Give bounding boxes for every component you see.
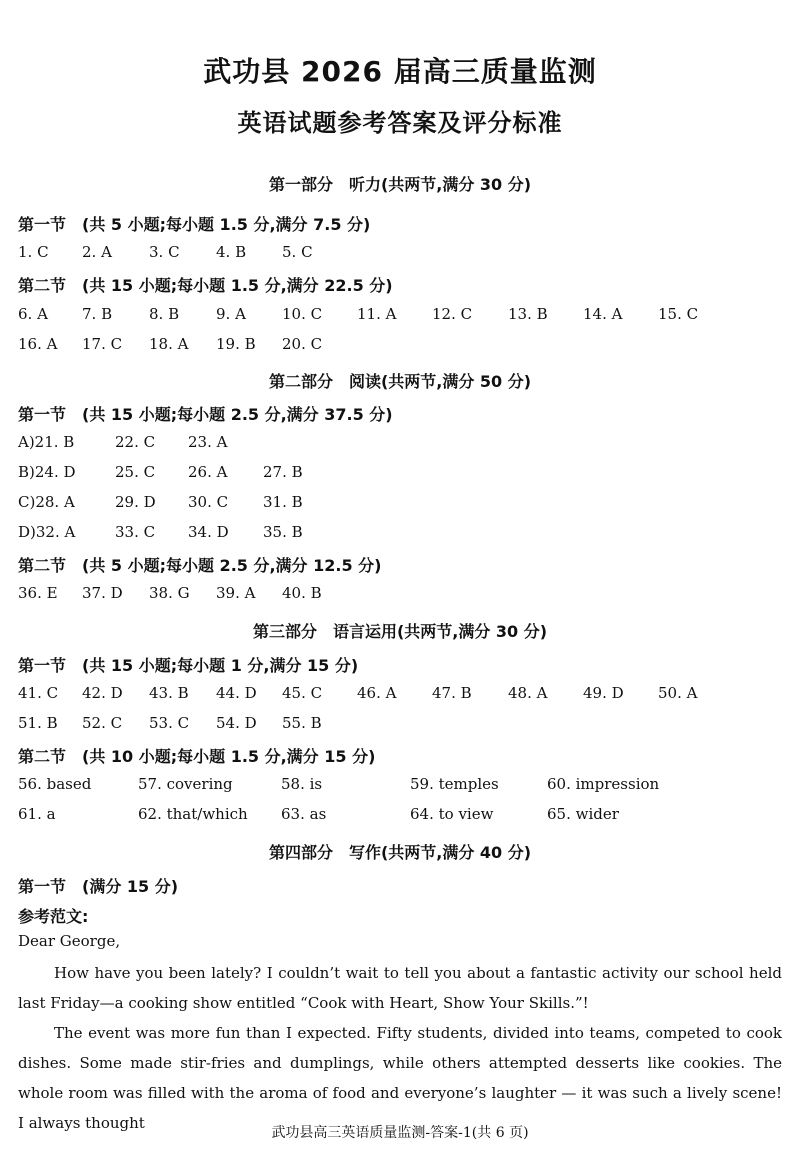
document-subtitle: 英语试题参考答案及评分标准 [237, 109, 563, 137]
answer-item: 7. B [82, 305, 113, 323]
answer-item: 47. B [432, 684, 472, 702]
answer-item: 8. B [149, 305, 180, 323]
answer-item: 13. B [508, 305, 548, 323]
answer-item: 34. D [188, 523, 229, 541]
answer-item: 61. a [18, 805, 56, 823]
part1-sec2-heading: 第二节 (共 15 小题;每小题 1.5 分,满分 22.5 分) [18, 276, 393, 295]
part2-row-a [0, 433, 800, 455]
answer-item: 26. A [188, 463, 228, 481]
answer-item: 31. B [263, 493, 303, 511]
answer-item: 50. A [658, 684, 698, 702]
page-footer: 武功县高三英语质量监测-答案-1(共 6 页) [271, 1125, 529, 1141]
answer-item: 4. B [216, 243, 247, 261]
part4-heading: 第四部分 写作(共两节,满分 40 分) [268, 843, 532, 862]
answer-item: 2. A [82, 243, 112, 261]
answer-item: D)32. A [18, 523, 76, 541]
answer-item: 25. C [115, 463, 156, 481]
answer-item: 64. to view [410, 805, 494, 823]
answer-item: 18. A [149, 335, 189, 353]
part1-sec1-heading: 第一节 (共 5 小题;每小题 1.5 分,满分 7.5 分) [18, 215, 371, 234]
answer-item: 51. B [18, 714, 58, 732]
part2-row-b [0, 463, 800, 485]
answer-item: 45. C [282, 684, 323, 702]
answer-item: 58. is [281, 775, 323, 793]
answer-item: 22. C [115, 433, 156, 451]
answer-item: 29. D [115, 493, 156, 511]
answer-item: 3. C [149, 243, 180, 261]
answer-item: 14. A [583, 305, 623, 323]
part1-sec2-row2 [0, 335, 800, 357]
answer-item: 6. A [18, 305, 48, 323]
part1-sec2-row1 [0, 305, 800, 327]
part2-heading: 第二部分 阅读(共两节,满分 50 分) [268, 372, 532, 391]
answer-item: 65. wider [547, 805, 619, 823]
answer-item: 52. C [82, 714, 123, 732]
answer-item: 19. B [216, 335, 256, 353]
part3-sec1-heading: 第一节 (共 15 小题;每小题 1 分,满分 15 分) [18, 656, 359, 675]
part3-sec1-row1 [0, 684, 800, 706]
answer-item: 46. A [357, 684, 397, 702]
answer-item: A)21. B [18, 433, 75, 451]
answer-item: 33. C [115, 523, 156, 541]
part3-sec2-row1 [0, 775, 800, 797]
answer-item: 57. covering [138, 775, 233, 793]
answer-item: 16. A [18, 335, 58, 353]
answer-item: 17. C [82, 335, 123, 353]
answer-item: 40. B [282, 584, 322, 602]
part2-sec2-answers [0, 584, 800, 606]
letter-greeting: Dear George, [18, 932, 121, 950]
answer-item: 12. C [432, 305, 473, 323]
answer-item: 49. D [583, 684, 624, 702]
part1-heading: 第一部分 听力(共两节,满分 30 分) [268, 175, 532, 194]
answer-item: 60. impression [547, 775, 660, 793]
answer-item: 39. A [216, 584, 256, 602]
answer-item: 62. that/which [138, 805, 248, 823]
answer-item: 38. G [149, 584, 190, 602]
part3-sec2-heading: 第二节 (共 10 小题;每小题 1.5 分,满分 15 分) [18, 747, 376, 766]
answer-item: 36. E [18, 584, 58, 602]
answer-item: 23. A [188, 433, 228, 451]
answer-item: 30. C [188, 493, 229, 511]
answer-item: 9. A [216, 305, 246, 323]
answer-item: 48. A [508, 684, 548, 702]
answer-item: 11. A [357, 305, 397, 323]
essay-paragraph-2: The event was more fun than I expected. Fifty students, divided into teams, competed to cook dishes. Some made stir-fries and dumplings, while others attempted desserts like cookies. The whole room was filled with the aroma of food and everyone’s laughter — it was such a lively scene! I always thought [18, 1024, 782, 1132]
answer-item: 15. C [658, 305, 699, 323]
answer-item: C)28. A [18, 493, 75, 511]
part2-sec2-heading: 第二节 (共 5 小题;每小题 2.5 分,满分 12.5 分) [18, 556, 382, 575]
answer-item: 20. C [282, 335, 323, 353]
part3-heading: 第三部分 语言运用(共两节,满分 30 分) [252, 622, 548, 641]
answer-item: 56. based [18, 775, 92, 793]
essay-paragraph-1: How have you been lately? I couldn’t wait to tell you about a fantastic activity our school held last Friday—a cooking show entitled “Cook with Heart, Show Your Skills.”! [18, 964, 782, 1012]
answer-item: 55. B [282, 714, 322, 732]
answer-item: 1. C [18, 243, 49, 261]
answer-item: 63. as [281, 805, 327, 823]
part3-sec1-row2 [0, 714, 800, 736]
document-title: 武功县 2026 届高三质量监测 [203, 55, 597, 88]
sample-essay-label: 参考范文: [18, 907, 89, 926]
answer-item: 10. C [282, 305, 323, 323]
part3-sec2-row2 [0, 805, 800, 827]
answer-item: 41. C [18, 684, 59, 702]
part1-sec1-answers [0, 243, 800, 265]
answer-item: 42. D [82, 684, 123, 702]
answer-item: 53. C [149, 714, 190, 732]
answer-item: B)24. D [18, 463, 76, 481]
part2-sec1-heading: 第一节 (共 15 小题;每小题 2.5 分,满分 37.5 分) [18, 405, 393, 424]
answer-item: 27. B [263, 463, 303, 481]
answer-item: 5. C [282, 243, 313, 261]
part2-row-d [0, 523, 800, 545]
answer-item: 37. D [82, 584, 123, 602]
part2-row-c [0, 493, 800, 515]
answer-item: 35. B [263, 523, 303, 541]
answer-item: 59. temples [410, 775, 499, 793]
part4-sec1-heading: 第一节 (满分 15 分) [18, 877, 179, 896]
answer-item: 44. D [216, 684, 257, 702]
answer-item: 54. D [216, 714, 257, 732]
answer-item: 43. B [149, 684, 189, 702]
